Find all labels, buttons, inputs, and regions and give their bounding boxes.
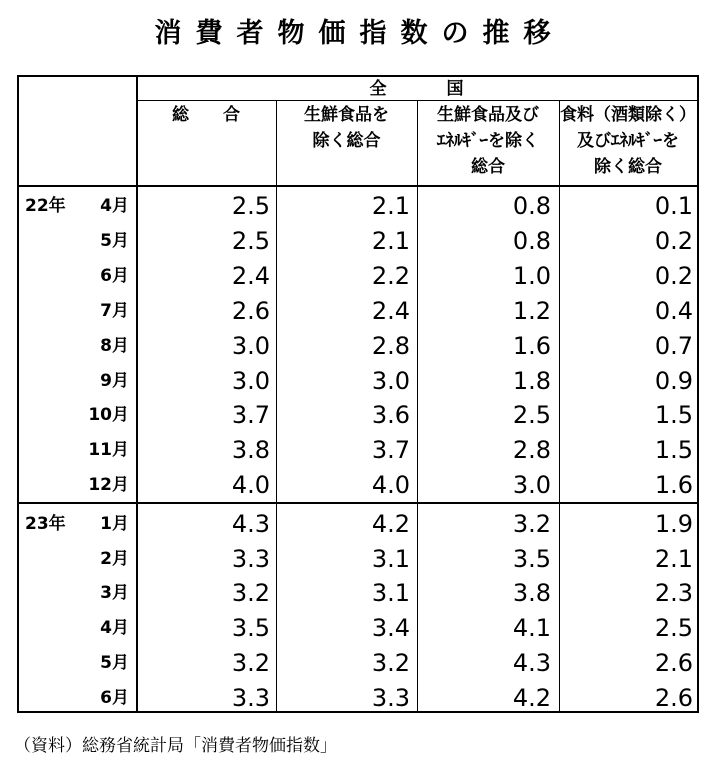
month-label: 7月 [100, 300, 129, 321]
value-cell: 2.8 [371, 331, 410, 360]
value-cell: 2.6 [654, 648, 693, 677]
value-cell: 1.6 [512, 331, 551, 360]
table-row [19, 576, 697, 611]
month-label: 6月 [100, 265, 129, 286]
value-cell: 3.4 [371, 614, 410, 643]
value-cell: 2.1 [371, 192, 410, 220]
value-cell: 1.0 [512, 261, 551, 290]
table-row [19, 681, 697, 716]
table-row [19, 189, 697, 224]
value-cell: 2.4 [231, 261, 270, 290]
month-label: 9月 [100, 370, 129, 391]
value-cell: 1.5 [654, 436, 693, 465]
value-cell: 3.7 [231, 401, 270, 430]
value-cell: 4.2 [371, 510, 410, 538]
value-cell: 2.5 [512, 401, 551, 430]
month-label: 6月 [100, 687, 129, 708]
cpi-table [17, 75, 699, 713]
table-row [19, 294, 697, 329]
value-cell: 2.1 [371, 226, 410, 255]
year-label: 22年 [25, 196, 66, 216]
page-title: 消費者物価指数の推移 [154, 18, 565, 49]
value-cell: 0.1 [654, 192, 693, 220]
value-cell: 4.2 [512, 683, 551, 712]
value-cell: 3.3 [231, 544, 270, 573]
month-label: 3月 [100, 583, 129, 604]
value-cell: 3.3 [231, 683, 270, 712]
value-cell: 3.2 [231, 648, 270, 677]
table-row [19, 329, 697, 364]
table-row [19, 224, 697, 259]
month-label: 4月 [100, 618, 129, 639]
table-row [19, 507, 697, 542]
value-cell: 3.8 [512, 579, 551, 608]
table-row [19, 611, 697, 646]
value-cell: 3.0 [512, 471, 551, 500]
value-cell: 3.1 [371, 544, 410, 573]
source-note: （資料）総務省統計局「消費者物価指数」 [14, 736, 337, 756]
value-cell: 2.1 [654, 544, 693, 573]
region-header: 全国 [369, 79, 524, 99]
value-cell: 0.9 [654, 366, 693, 395]
value-cell: 3.3 [371, 683, 410, 712]
month-label: 10月 [88, 405, 129, 426]
month-label: 1月 [100, 514, 129, 534]
value-cell: 3.0 [231, 366, 270, 395]
value-cell: 2.6 [654, 683, 693, 712]
month-label: 5月 [100, 652, 129, 673]
month-label: 2月 [100, 548, 129, 569]
value-cell: 1.9 [654, 510, 693, 538]
table-row [19, 433, 697, 468]
value-cell: 0.2 [654, 261, 693, 290]
value-cell: 2.4 [371, 296, 410, 325]
month-label: 5月 [100, 230, 129, 251]
value-cell: 4.0 [231, 471, 270, 500]
value-cell: 2.3 [654, 579, 693, 608]
value-cell: 3.0 [231, 331, 270, 360]
value-cell: 2.5 [231, 192, 270, 220]
value-cell: 1.2 [512, 296, 551, 325]
value-cell: 1.6 [654, 471, 693, 500]
value-cell: 2.2 [371, 261, 410, 290]
value-cell: 4.0 [371, 471, 410, 500]
value-cell: 3.2 [512, 510, 551, 538]
value-cell: 4.3 [512, 648, 551, 677]
month-label: 8月 [100, 335, 129, 356]
value-cell: 3.2 [231, 579, 270, 608]
value-cell: 0.4 [654, 296, 693, 325]
value-cell: 2.5 [231, 226, 270, 255]
year-label: 23年 [25, 514, 66, 534]
value-cell: 3.8 [231, 436, 270, 465]
value-cell: 0.2 [654, 226, 693, 255]
value-cell: 3.5 [231, 614, 270, 643]
value-cell: 4.3 [231, 510, 270, 538]
value-cell: 0.8 [512, 192, 551, 220]
month-label: 12月 [88, 475, 129, 496]
month-label: 4月 [100, 196, 129, 216]
value-cell: 1.5 [654, 401, 693, 430]
col-header-core-core: 生鮮食品及び ｴﾈﾙｷﾞｰを除く 総合 [437, 105, 539, 177]
value-cell: 2.6 [231, 296, 270, 325]
table-row [19, 398, 697, 433]
value-cell: 3.7 [371, 436, 410, 465]
value-cell: 2.8 [512, 436, 551, 465]
value-cell: 4.1 [512, 614, 551, 643]
value-cell: 3.6 [371, 401, 410, 430]
table-row [19, 364, 697, 399]
value-cell: 2.5 [654, 614, 693, 643]
value-cell: 3.5 [512, 544, 551, 573]
col-header-total: 総 合 [172, 105, 240, 125]
header-divider [19, 185, 697, 187]
value-cell: 3.1 [371, 579, 410, 608]
value-cell: 0.8 [512, 226, 551, 255]
table-row [19, 468, 697, 503]
col-header-food-energy: 食料（酒類除く） 及びｴﾈﾙｷﾞｰを 除く総合 [560, 105, 696, 177]
value-cell: 3.2 [371, 648, 410, 677]
value-cell: 3.0 [371, 366, 410, 395]
value-cell: 0.7 [654, 331, 693, 360]
table-row [19, 646, 697, 681]
value-cell: 1.8 [512, 366, 551, 395]
col-header-core: 生鮮食品を 除く総合 [304, 105, 389, 151]
table-row [19, 259, 697, 294]
table-row [19, 542, 697, 577]
month-label: 11月 [88, 440, 129, 461]
